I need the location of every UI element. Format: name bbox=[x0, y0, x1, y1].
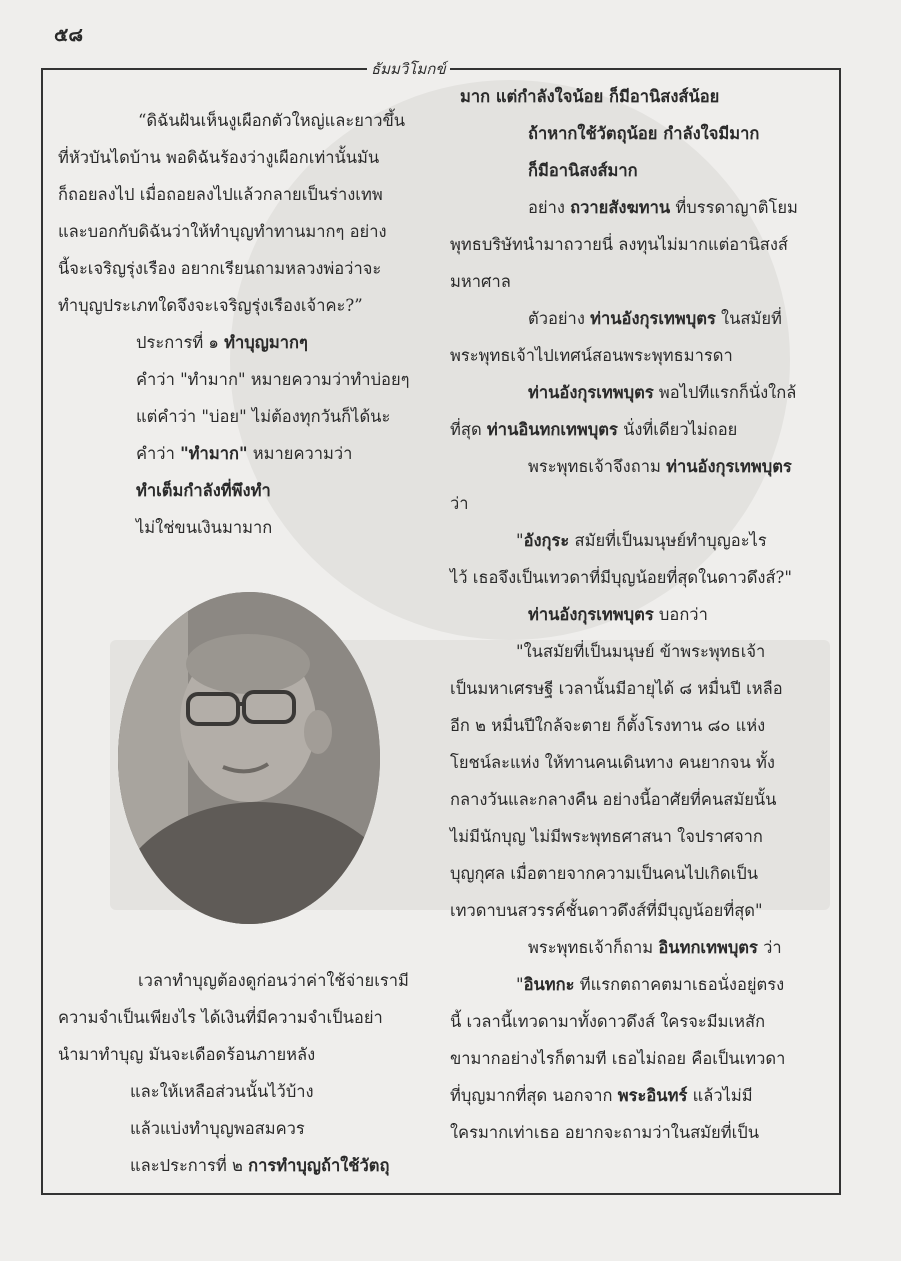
text-segment: นั่งที่เดียวไม่ถอย bbox=[617, 420, 738, 439]
text-line bbox=[450, 855, 825, 892]
text-line bbox=[450, 1040, 825, 1077]
portrait-illustration bbox=[118, 592, 380, 924]
text-segment: นี้ เวลานี้เทวดามาทั้งดาวดึงส์ ใครจะมีมเหสัก bbox=[450, 1012, 766, 1031]
text-line bbox=[58, 102, 426, 139]
text-line bbox=[58, 1036, 426, 1073]
text-line bbox=[450, 300, 825, 337]
text-line bbox=[450, 744, 825, 781]
text-line bbox=[450, 411, 825, 448]
text-line bbox=[450, 78, 825, 115]
text-line bbox=[58, 287, 426, 324]
text-segment: บอกว่า bbox=[653, 605, 708, 624]
text-segment: นี้จะเจริญรุ่งเรือง อยากเรียนถามหลวงพ่อว่าจะ bbox=[58, 259, 382, 278]
text-line bbox=[58, 250, 426, 287]
lower-left-column bbox=[58, 962, 426, 1184]
text-segment: แต่คำว่า "บ่อย" ไม่ต้องทุกวันก็ได้นะ bbox=[136, 407, 391, 426]
text-segment: ตัวอย่าง bbox=[528, 309, 591, 328]
text-line bbox=[450, 966, 825, 1003]
text-line bbox=[450, 1003, 825, 1040]
bold-text-segment: อังกุระ bbox=[523, 531, 570, 550]
text-segment: ก็ถอยลงไป เมื่อถอยลงไปแล้วกลายเป็นร่างเทพ bbox=[58, 185, 383, 204]
bold-text-segment: ท่านอังกุรเทพบุตร bbox=[666, 457, 792, 476]
text-segment: อีก ๒ หมื่นปีใกล้จะตาย ก็ตั้งโรงทาน ๘๐ แห่ง bbox=[450, 716, 766, 735]
text-segment: และประการที่ ๒ bbox=[130, 1156, 249, 1175]
text-segment: นำมาทำบุญ มันจะเดือดร้อนภายหลัง bbox=[58, 1045, 316, 1064]
text-line bbox=[450, 670, 825, 707]
text-segment: ว่า bbox=[757, 938, 782, 957]
text-line bbox=[58, 435, 426, 472]
text-segment: "ในสมัยที่เป็นมนุษย์ ข้าพระพุทธเจ้า bbox=[516, 642, 766, 661]
text-segment: ประการที่ ๑ bbox=[136, 333, 225, 352]
bold-text-segment: "ทำมาก" bbox=[180, 444, 248, 463]
text-segment: หมายความว่า bbox=[247, 444, 353, 463]
text-segment: พุทธบริษัทนำมาถวายนี่ ลงทุนไม่มากแต่อานิสงส์ bbox=[450, 235, 788, 254]
bold-text-segment: อินทกเทพบุตร bbox=[658, 938, 758, 957]
text-line bbox=[450, 892, 825, 929]
text-segment: และให้เหลือส่วนนั้นไว้บ้าง bbox=[130, 1082, 314, 1101]
bold-text-segment: มาก แต่กำลังใจน้อย ก็มีอานิสงส์น้อย bbox=[460, 87, 720, 106]
text-segment: คำว่า bbox=[136, 444, 181, 463]
text-line bbox=[450, 522, 825, 559]
text-line bbox=[58, 213, 426, 250]
text-line bbox=[450, 633, 825, 670]
text-line bbox=[450, 152, 825, 189]
right-column bbox=[450, 78, 825, 1151]
text-line bbox=[58, 324, 426, 361]
text-line bbox=[58, 1073, 426, 1110]
text-segment: บุญกุศล เมื่อตายจากความเป็นคนไปเกิดเป็น bbox=[450, 864, 759, 883]
text-line bbox=[58, 962, 426, 999]
text-line bbox=[58, 139, 426, 176]
bold-text-segment: ถวายสังฆทาน bbox=[570, 198, 671, 217]
bold-text-segment: ถ้าหากใช้วัตถุน้อย กำลังใจมีมาก bbox=[528, 124, 760, 143]
text-segment: เวลาทำบุญต้องดูก่อนว่าค่าใช้จ่ายเรามี bbox=[138, 971, 409, 990]
bold-text-segment: อินทกะ bbox=[523, 975, 575, 994]
text-line bbox=[450, 596, 825, 633]
text-segment: ว่า bbox=[450, 494, 469, 513]
text-line bbox=[450, 781, 825, 818]
text-line bbox=[450, 263, 825, 300]
page-number: ๕๘ bbox=[54, 24, 84, 46]
text-line bbox=[450, 1114, 825, 1151]
text-line bbox=[450, 115, 825, 152]
text-segment: และบอกกับดิฉันว่าให้ทำบุญทำทานมากๆ อย่าง bbox=[58, 222, 387, 241]
text-line bbox=[450, 929, 825, 966]
text-line bbox=[58, 999, 426, 1036]
monk-portrait-photo bbox=[118, 592, 380, 924]
text-segment: ในสมัยที่ bbox=[715, 309, 782, 328]
text-segment: กลางวันและกลางคืน อย่างนี้อาศัยที่คนสมัยนั้น bbox=[450, 790, 777, 809]
text-segment: " bbox=[516, 975, 524, 994]
text-line bbox=[58, 1147, 426, 1184]
text-segment: ขามากอย่างไรก็ตามที เธอไม่ถอย คือเป็นเทวดา bbox=[450, 1049, 786, 1068]
bold-text-segment: ท่านอังกุรเทพบุตร bbox=[528, 605, 654, 624]
bold-text-segment: ก็มีอานิสงส์มาก bbox=[528, 161, 638, 180]
text-line bbox=[450, 818, 825, 855]
text-segment: ไม่ใช่ขนเงินมามาก bbox=[136, 518, 273, 537]
text-segment: พระพุทธเจ้าจึงถาม bbox=[528, 457, 667, 476]
text-segment: เป็นมหาเศรษฐี เวลานั้นมีอายุได้ ๘ หมื่นปี เหลือ bbox=[450, 679, 783, 698]
text-segment: พระพุทธเจ้าไปเทศน์สอนพระพุทธมารดา bbox=[450, 346, 733, 365]
text-line bbox=[450, 448, 825, 485]
header-title: ธัมมวิโมกข์ bbox=[367, 57, 450, 81]
text-line bbox=[450, 1077, 825, 1114]
text-segment: โยชน์ละแห่ง ให้ทานคนเดินทาง คนยากจน ทั้ง bbox=[450, 753, 775, 772]
text-segment: ใครมากเท่าเธอ อยากจะถามว่าในสมัยที่เป็น bbox=[450, 1123, 759, 1142]
bold-text-segment: ทำเต็มกำลังที่พึงทำ bbox=[136, 481, 271, 500]
text-segment: พระพุทธเจ้าก็ถาม bbox=[528, 938, 659, 957]
text-segment: ทำบุญประเภทใดจึงจะเจริญรุ่งเรืองเจ้าคะ?” bbox=[58, 296, 363, 315]
text-line bbox=[450, 337, 825, 374]
text-segment: สมัยที่เป็นมนุษย์ทำบุญอะไร bbox=[569, 531, 767, 550]
bold-text-segment: ท่านอังกุรเทพบุตร bbox=[590, 309, 716, 328]
text-line bbox=[58, 176, 426, 213]
text-segment: ไม่มีนักบุญ ไม่มีพระพุทธศาสนา ใจปราศจาก bbox=[450, 827, 763, 846]
text-segment: ไว้ เธอจึงเป็นเทวดาที่มีบุญน้อยที่สุดในดาวดึงส์?" bbox=[450, 568, 792, 587]
text-line bbox=[58, 1110, 426, 1147]
text-line bbox=[450, 189, 825, 226]
text-segment: แล้วไม่มี bbox=[687, 1086, 753, 1105]
text-segment: ความจำเป็นเพียงไร ได้เงินที่มีความจำเป็นอย่า bbox=[58, 1008, 383, 1027]
bold-text-segment: ท่านอินทกเทพบุตร bbox=[486, 420, 618, 439]
bold-text-segment: การทำบุญถ้าใช้วัตถุ bbox=[248, 1156, 390, 1175]
text-segment: พอไปทีแรกก็นั่งใกล้ bbox=[653, 383, 797, 402]
text-segment: มหาศาล bbox=[450, 272, 511, 291]
bold-text-segment: พระอินทร์ bbox=[617, 1086, 688, 1105]
bold-text-segment: ท่านอังกุรเทพบุตร bbox=[528, 383, 654, 402]
bold-text-segment: ทำบุญมากๆ bbox=[224, 333, 308, 352]
text-line bbox=[58, 398, 426, 435]
text-line bbox=[450, 559, 825, 596]
text-segment: “ดิฉันฝันเห็นงูเผือกตัวใหญ่และยาวขึ้น bbox=[138, 111, 406, 130]
text-segment: แล้วแบ่งทำบุญพอสมควร bbox=[130, 1119, 305, 1138]
text-line bbox=[450, 226, 825, 263]
text-segment: อย่าง bbox=[528, 198, 571, 217]
text-segment: คำว่า "ทำมาก" หมายความว่าทำบ่อยๆ bbox=[136, 370, 410, 389]
text-line bbox=[58, 509, 426, 546]
text-segment: เทวดาบนสวรรค์ชั้นดาวดึงส์ที่มีบุญน้อยที่สุด" bbox=[450, 901, 763, 920]
text-line bbox=[58, 361, 426, 398]
text-segment: ที่บรรดาญาติโยม bbox=[670, 198, 798, 217]
text-segment: ที่สุด bbox=[450, 420, 487, 439]
text-segment: " bbox=[516, 531, 524, 550]
text-line bbox=[450, 485, 825, 522]
left-column bbox=[58, 102, 426, 546]
text-segment: ทีแรกตถาคตมาเธอนั่งอยู่ตรง bbox=[574, 975, 785, 994]
text-segment: ที่หัวบันไดบ้าน พอดิฉันร้องว่างูเผือกเท่านั้นมัน bbox=[58, 148, 380, 167]
text-segment: ที่บุญมากที่สุด นอกจาก bbox=[450, 1086, 618, 1105]
text-line bbox=[58, 472, 426, 509]
text-line bbox=[450, 374, 825, 411]
text-line bbox=[450, 707, 825, 744]
